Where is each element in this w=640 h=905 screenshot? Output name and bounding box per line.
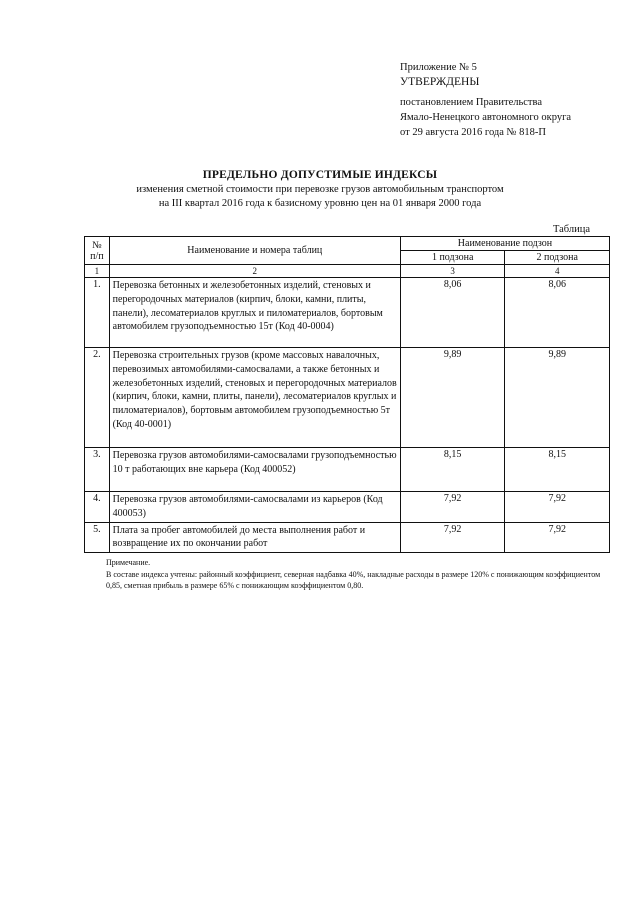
resolution-date: от 29 августа 2016 года № 818-П: [400, 127, 547, 138]
table-row: [85, 278, 610, 348]
row-zone-2: 8,15: [505, 448, 610, 492]
column-number: 1: [85, 265, 110, 278]
appendix-label: Приложение № 5: [400, 62, 477, 73]
table-row: [85, 522, 610, 553]
table-row: [85, 348, 610, 448]
header-zone-2: 2 подзона: [505, 251, 610, 265]
title-line-2: изменения сметной стоимости при перевозке грузов автомобильным транспортом: [136, 184, 504, 195]
title-main: ПРЕДЕЛЬНО ДОПУСТИМЫЕ ИНДЕКСЫ: [202, 169, 438, 181]
table-row: [85, 492, 610, 523]
table-row: [85, 448, 610, 492]
row-zone-1: 7,92: [400, 522, 505, 553]
header-no-label: №: [92, 239, 102, 251]
row-zone-2: 7,92: [505, 522, 610, 553]
column-numbers-row: [85, 265, 610, 278]
row-number: 5.: [85, 522, 110, 553]
row-zone-2: 8,06: [505, 278, 610, 348]
region-label: Ямало-Ненецкого автономного округа: [400, 112, 572, 123]
column-number: 3: [400, 265, 505, 278]
row-zone-1: 7,92: [400, 492, 505, 523]
row-zone-1: 8,06: [400, 278, 505, 348]
row-name: Перевозка строительных грузов (кроме массовых навалочных, перевозимых автомобилями-самосвалами, а также бетонных и железобетонных изделий, стеновых и перегородочных материалов (кирпич, блоки, камни, плиты, панели), лесоматериалов круглых и пиломатериалов), бортовым автомобилем грузоподъемностью 5т (Код 40-0001): [109, 348, 400, 448]
column-number: 2: [109, 265, 400, 278]
title-line-3: на III квартал 2016 года к базисному уровню цен на 01 января 2000 года: [158, 198, 482, 209]
column-number: 4: [505, 265, 610, 278]
table-caption: Таблица: [552, 224, 590, 235]
row-zone-1: 9,89: [400, 348, 505, 448]
row-name: Перевозка грузов автомобилями-самосвалами грузоподъемностью 10 т работающих вне карьера (Код 400052): [109, 448, 400, 492]
row-number: 3.: [85, 448, 110, 492]
document-title: [0, 168, 640, 211]
row-number: 2.: [85, 348, 110, 448]
row-name: Плата за пробег автомобилей до места выполнения работ и возвращение их по окончании работ: [109, 522, 400, 553]
approval-block: [400, 60, 630, 140]
header-zone-1: 1 подзона: [400, 251, 505, 265]
row-number: 4.: [85, 492, 110, 523]
header-no: [85, 237, 110, 265]
row-zone-2: 9,89: [505, 348, 610, 448]
row-name: Перевозка бетонных и железобетонных изделий, стеновых и перегородочных материалов (кирпич, блоки, камни, плиты, панели), лесоматериалов круглых и пиломатериалов, бортовым автомобилем грузоподъемностью 15т (Код 40-0004): [109, 278, 400, 348]
row-zone-2: 7,92: [505, 492, 610, 523]
indices-table: [84, 236, 610, 553]
approved-label: УТВЕРЖДЕНЫ: [400, 76, 480, 88]
note-block: [106, 557, 606, 592]
note-text: В составе индекса учтены: районный коэффициент, северная надбавка 40%, накладные расходы в размере 120% с понижающим коэффициентом 0,85, сметная прибыль в размере 65% с понижающим коэффициентом 0,80.: [106, 569, 601, 590]
header-subzones: Наименование подзон: [400, 237, 609, 251]
row-name: Перевозка грузов автомобилями-самосвалами из карьеров (Код 400053): [109, 492, 400, 523]
resolution-label: постановлением Правительства: [400, 97, 543, 108]
note-label: Примечание.: [106, 558, 151, 567]
row-zone-1: 8,15: [400, 448, 505, 492]
header-no-sub: п/п: [90, 250, 104, 262]
row-number: 1.: [85, 278, 110, 348]
header-name: Наименование и номера таблиц: [109, 237, 400, 265]
